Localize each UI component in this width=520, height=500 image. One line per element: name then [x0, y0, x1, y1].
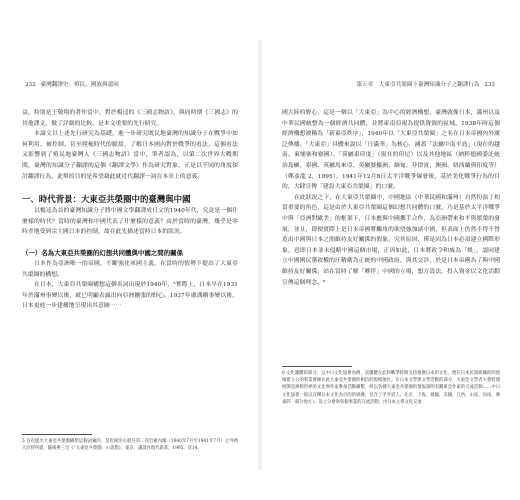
- subsection-heading: （一）名為大東亞共榮圈的幻想共同體與中國之間的關係: [22, 248, 184, 257]
- section-heading: 一、時代背景：大東亞共榮圈中的臺灣與中國: [22, 194, 191, 205]
- footnote-rule: [282, 366, 352, 367]
- body-paragraph: 以楊逵為首的臺灣知識分子將中國文學翻譯成日文的1940年代，究竟是一個什麼樣的時代？當時的臺灣和中國代表了什麼樣的意義？由於當時的臺灣，幾乎是零時差地受到宗主國日本的控制，故在此先描述當時日本的狀況。: [22, 208, 238, 236]
- spacer: [22, 182, 238, 192]
- body-paragraph: 國大陸的野心，這是一個以「大東亞」為中心的經濟構想，臺灣就像日本，滿州以及中華民國統整為一個經濟共同體，並將東南亞視為提供資源的區域。1938年時這個經濟構想被稱為「新東亞秩序」，1940年以「大東亞共榮圈」之名在日本帝國內外廣泛傳播。「大東亞」具體來說以「日滿華」為核心，涵蓋「法屬中南半島」（現在的越南、柬埔寨和寮國）、「荷屬東印度」（現在的印尼）以及其他地區（納粹德國委託統治島嶼、泰國、英屬馬來亞、英屬婆羅洲、緬甸、菲律賓、澳洲、紐西蘭與印度等）（鄭彥龍 2，1995），1941年12月8日太平洋戰爭爆發後，基於美化戰爭行為的目的，大肆宣傳「建設大東亞共榮圈」的口號。: [282, 110, 500, 191]
- body-paragraph: 益，特別是王敬翔的著作當中，對於楊逵的《三國志物語》，與同時期《三國志》的其他譯文，做了詳細的比較，是本文重要的先行研究。: [22, 110, 238, 127]
- left-page-number: 232: [25, 82, 36, 88]
- body-paragraph: 本論文以上述先行研究為基礎，進一步研究既民地臺灣的知識分子在戰爭中如何利用、被控制、甚至爬梳時代的脈絡，了解日本國內對於戰爭的看法，這個看法又影響到了殖民地臺灣人《三國志物語》當中，筆者認為，以第二次世界大戰期間，臺灣的知識分子翻譯的這個《翻譯文學》作為研究對象，正是以不同的角度探討翻譯行為，此舉的目的是希望藉此就近代翻譯一詞在本章上的意義。: [22, 131, 238, 180]
- right-page-number: 233: [484, 82, 495, 88]
- left-running-title: 臺灣翻譯史：殖民、國族與認同: [40, 82, 119, 88]
- footnote-rule: [22, 434, 92, 435]
- left-footnote: 5 首次提出大東亞共榮圈構想這個詞彙的，是松岡洋右就任第二次近衛內閣（1940年7月至1941年7月）之外務大臣時所提，隨後參三宅《「大東亞共榮圈」の思想》，東京：講談社現代新書，1995，頁14。: [22, 439, 238, 452]
- body-paragraph: 日本作為亞洲唯一的帝國，不斷強化軍國主義，在當時的情勢下提出了大東亞共榮圈的構想。: [22, 260, 238, 278]
- body-paragraph: 在此狀況之下，在大東亞共榮圈中，中國地區（中華民國和滿州）自然扮演了相當重要的角色，這是由於大東亞共榮圈這個幻想共同體的口號，乃是基於太平洋戰爭中與「亞洲對歐美」的框架下，日本應與中國攜手合作，為亞洲帶來和平與繁榮的發展，並且，即便實際上是日本帝國將觸角的欲望強加諸中國，但表面上仍然不得不營造出中國與日本之間維持友好關係的假象。究其原因，僅是因為日本必須建立國際形象，意即日本並未侵略中國這個市場，正因如此，日本將政令和威為「娛」，認同建立中國國民黨政權的汪精衛為正統的中國政府，與其交涉，於是日本帝國為了與中國維持友好關係，站在當時了解「夥伴」中國的立場，想方設法，投入資金以文化活動宣傳這個理念。⁶: [282, 194, 500, 286]
- right-running-title: 第五章 大東亞共榮圈下臺灣知識分子之翻譯行為: [356, 82, 480, 88]
- left-running-head: [22, 80, 119, 88]
- right-footnote: 6 文化團體的部分，以中日文化協會為例，該團體在此和戰爭時期支持推廣日本的文化，便在日本民間組織的的現場建立公的事業發揮在此大東亞共榮圈的相信的規模地位。在日本文學與文學活動的部分，大東亞文學者大會將開展開亞洲與世界的文化界作家參加活動聯繫，經以各種大東亞共榮圈的情報說明有關東亞作家的交流活動……中日文化協會一般以宣傳日本文化為目的的組織，包含了平井道人，北京，上海，德國，美國，江西，山東，河南，廣東的一部分地方）。設立分會與各個事業的交流活動，由日本主導文化交流: [282, 371, 500, 405]
- left-body: [22, 108, 238, 312]
- spacer: [22, 238, 238, 248]
- right-body: [282, 108, 500, 288]
- body-paragraph: 在日本，大東亞共榮圈構想這個名詞出現於1940年，⁵實際上，日本早在1931年於滿州事變以後，就已明顯表露出向亞洲擴張的野心。1937年盧溝橋事變以後，日本更進一步建構地呈現出其意圖⋯⋯: [22, 282, 238, 310]
- right-page: [262, 0, 520, 500]
- right-running-head: [356, 80, 498, 88]
- left-page: [0, 0, 258, 500]
